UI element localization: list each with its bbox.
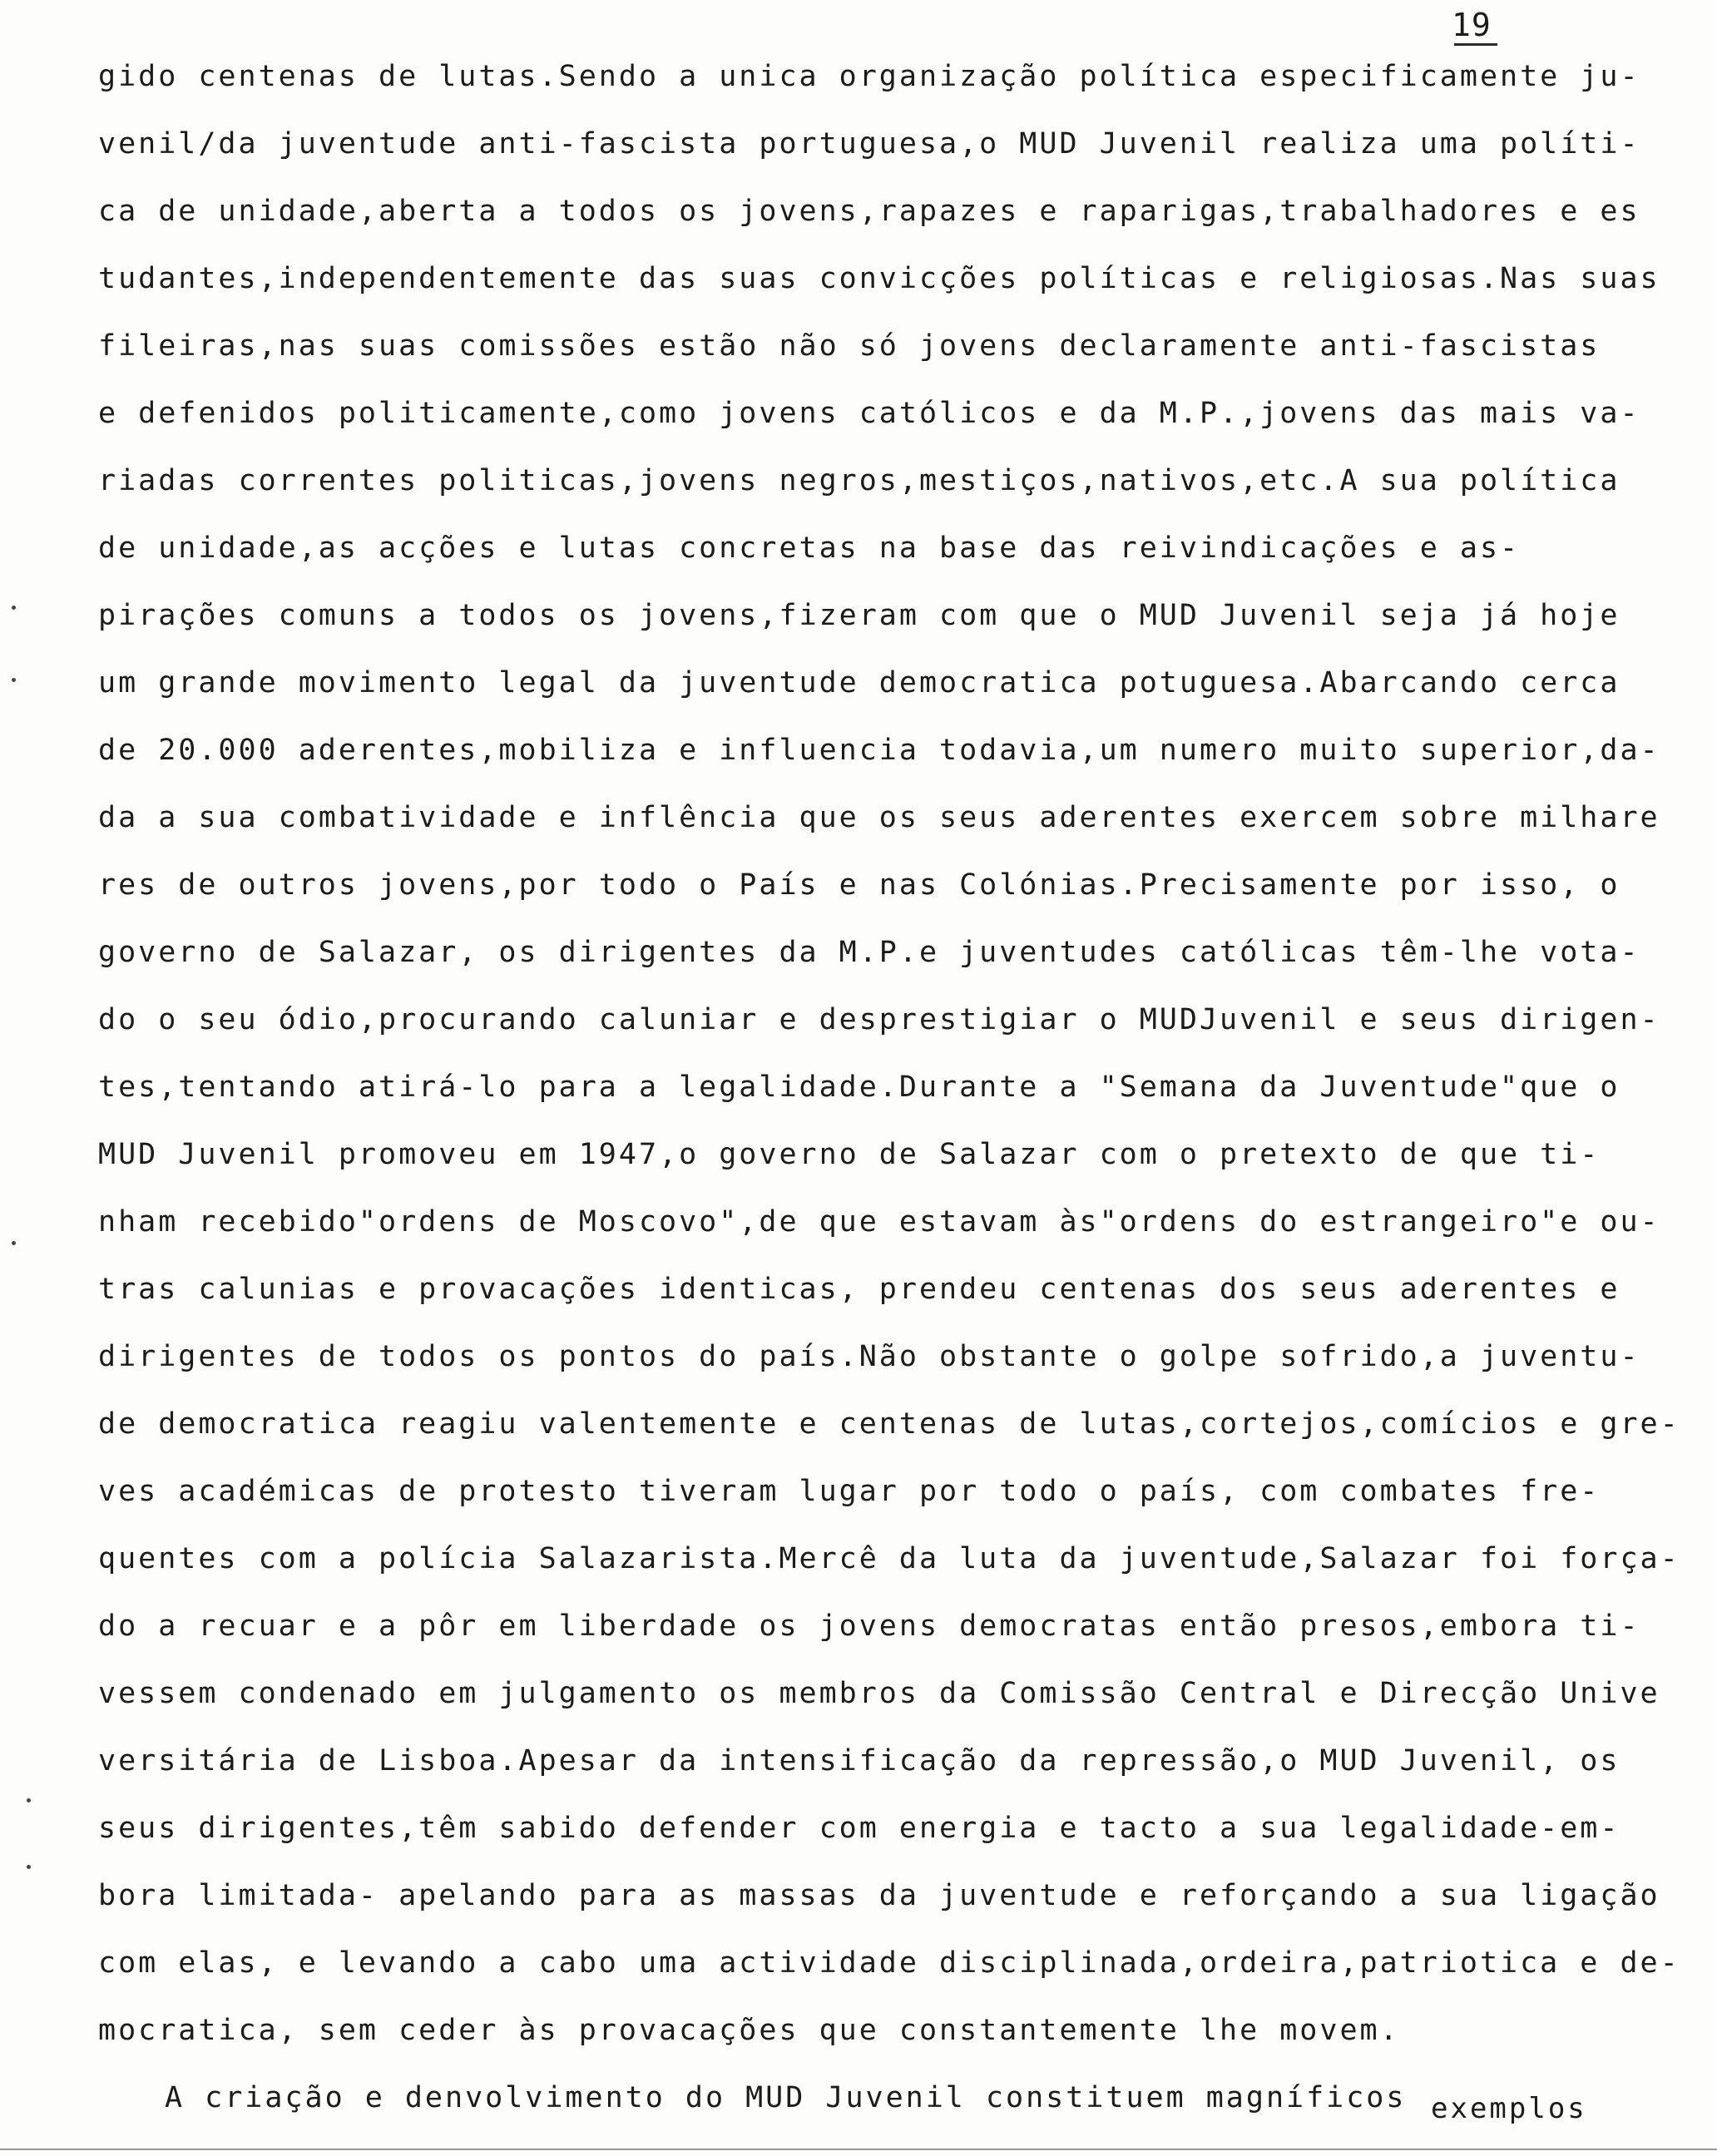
text-line: de unidade,as acções e lutas concretas na base das reivindicações e as- xyxy=(98,532,1521,565)
text-line: tudantes,independentemente das suas convicções políticas e religiosas.Nas suas xyxy=(98,262,1660,295)
margin-dot-mark xyxy=(12,606,16,610)
text-line: ves académicas de protesto tiveram lugar por todo o país, com combates fre- xyxy=(98,1475,1601,1508)
text-line: fileiras,nas suas comissões estão não só jovens declaramente anti-fascistas xyxy=(98,329,1601,363)
text-line: do o seu ódio,procurando caluniar e desprestigiar o MUDJuvenil e seus dirigen- xyxy=(98,1003,1660,1036)
text-line: dirigentes de todos os pontos do país.Não obstante o golpe sofrido,a juventu- xyxy=(98,1340,1640,1373)
text-line: quentes com a polícia Salazarista.Mercê da luta da juventude,Salazar foi força- xyxy=(98,1542,1680,1575)
body-text xyxy=(98,43,1679,2132)
text-line: tras calunias e provacações identicas, prendeu centenas dos seus aderentes e xyxy=(98,1273,1621,1306)
text-line: venil/da juventude anti-fascista portuguesa,o MUD Juvenil realiza uma políti- xyxy=(98,127,1640,161)
margin-dot-mark xyxy=(12,678,16,682)
page-bottom-edge xyxy=(0,2149,1717,2150)
correction-note: exemplos xyxy=(1431,2092,1587,2125)
text-line: de 20.000 aderentes,mobiliza e influencia todavia,um numero muito superior,da- xyxy=(98,734,1660,767)
text-line: bora limitada- apelando para as massas da juventude e reforçando a sua ligação xyxy=(98,1879,1660,1912)
text-line: pirações comuns a todos os jovens,fizeram com que o MUD Juvenil seja já hoje xyxy=(98,599,1621,632)
text-line: e defenidos politicamente,como jovens católicos e da M.P.,jovens das mais va- xyxy=(98,397,1640,430)
text-line: vessem condenado em julgamento os membros da Comissão Central e Direcção Unive xyxy=(98,1677,1660,1710)
text-line: seus dirigentes,têm sabido defender com energia e tacto a sua legalidade-em- xyxy=(98,1812,1621,1845)
margin-dot-mark xyxy=(12,1241,16,1245)
text-line: da a sua combatividade e inflência que os seus aderentes exercem sobre milhare xyxy=(98,801,1660,834)
text-line: com elas, e levando a cabo uma actividade disciplinada,ordeira,patriotica e de- xyxy=(98,1946,1680,1980)
text-line: mocratica, sem ceder às provacações que constantemente lhe movem. xyxy=(98,2014,1400,2047)
text-line: governo de Salazar, os dirigentes da M.P.e juventudes católicas têm-lhe vota- xyxy=(98,936,1640,969)
text-line: res de outros jovens,por todo o País e nas Colónias.Precisamente por isso, o xyxy=(98,868,1621,902)
text-line: versitária de Lisboa.Apesar da intensificação da repressão,o MUD Juvenil, os xyxy=(98,1744,1621,1778)
paragraph-start-line: A criação e denvolvimento do MUD Juvenil constituem magníficos xyxy=(165,2081,1407,2114)
text-line: de democratica reagiu valentemente e centenas de lutas,cortejos,comícios e gre- xyxy=(98,1407,1680,1441)
text-line: nham recebido"ordens de Moscovo",de que estavam às"ordens do estrangeiro"e ou- xyxy=(98,1205,1660,1239)
page-number: 19 xyxy=(1452,7,1492,43)
text-line: um grande movimento legal da juventude democratica potuguesa.Abarcando cerca xyxy=(98,666,1621,700)
text-line: tes,tentando atirá-lo para a legalidade.Durante a "Semana da Juventude"que o xyxy=(98,1071,1621,1104)
margin-dot-mark xyxy=(27,1865,31,1869)
text-line: do a recuar e a pôr em liberdade os jovens democratas então presos,embora ti- xyxy=(98,1610,1640,1643)
margin-dot-mark xyxy=(27,1798,31,1802)
text-line: MUD Juvenil promoveu em 1947,o governo de Salazar com o pretexto de que ti- xyxy=(98,1138,1601,1171)
text-line: gido centenas de lutas.Sendo a unica organização política especificamente ju- xyxy=(98,60,1640,93)
text-line: riadas correntes politicas,jovens negros,mestiços,nativos,etc.A sua política xyxy=(98,464,1621,497)
text-line: ca de unidade,aberta a todos os jovens,rapazes e raparigas,trabalhadores e es xyxy=(98,195,1640,228)
